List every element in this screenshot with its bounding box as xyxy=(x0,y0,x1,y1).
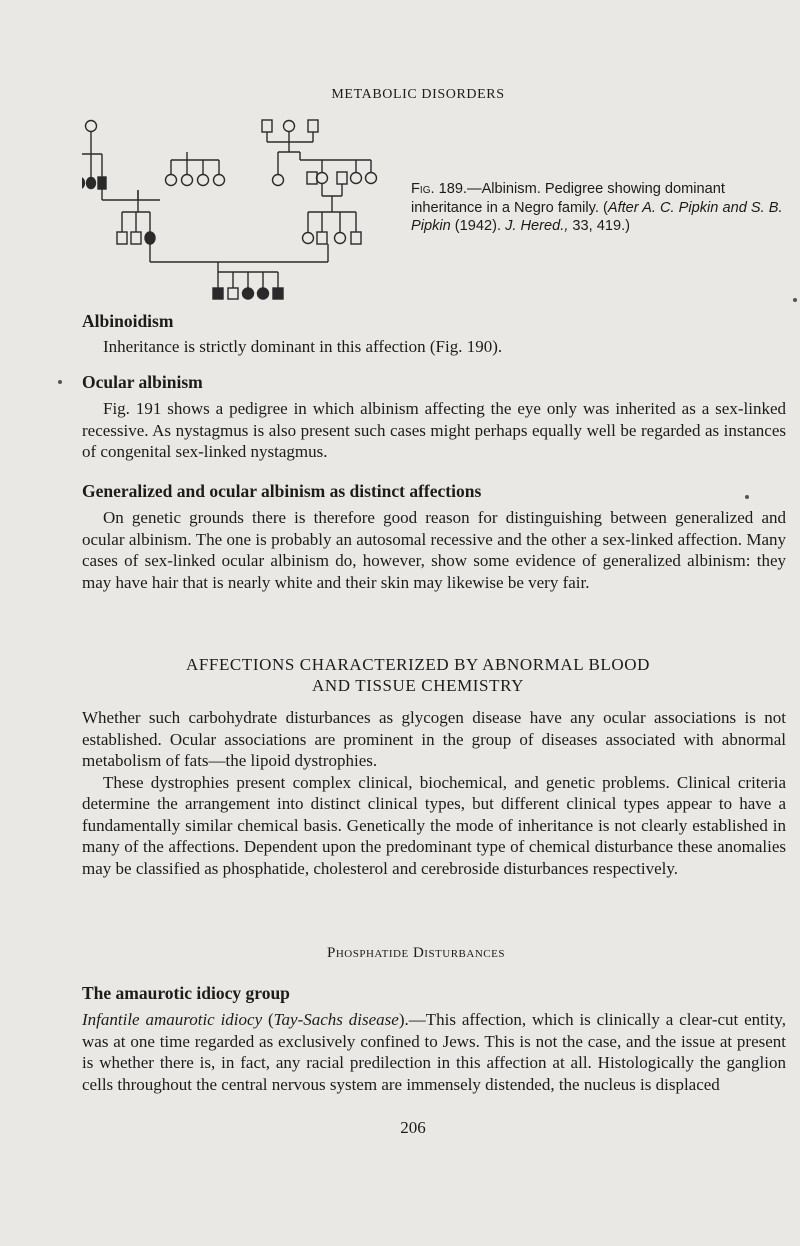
heading-albinoidism: Albinoidism xyxy=(82,311,174,331)
paragraph-tay-sachs xyxy=(82,1009,786,1095)
paragraph-text xyxy=(82,1009,786,1095)
paragraph-text: Whether such carbohydrate disturbances as glycogen disease have any ocular associations is not established. Ocular associations are prominent in the group of diseases associated with abnormal metabolism of fats—the lipoid dystrophies. xyxy=(82,708,786,770)
pedigree-female xyxy=(303,233,314,244)
heading-ocular-albinism: Ocular albinism xyxy=(82,372,203,392)
text-span: ).—This affection, which is clinically a clear-cut entity, was at one time regarded as exclusively confined to Jews. This is not the case, and the issue at present is whether there is, in fact, any racial predilection in this affection at all. Histologically the ganglion cells throughout the central nervous system are immensely distended, the nucleus is displaced xyxy=(82,1010,786,1094)
speck xyxy=(745,495,749,499)
pedigree-female xyxy=(284,121,295,132)
pedigree-male xyxy=(131,232,141,244)
heading-amaurotic-idiocy: The amaurotic idiocy group xyxy=(82,983,290,1003)
italic-term: Tay-Sachs disease xyxy=(273,1010,399,1029)
paragraph-text: Fig. 191 shows a pedigree in which albinism affecting the eye only was inherited as a sex-linked recessive. As nystagmus is also present such cases might perhaps equally well be regarded as instances of congenital sex-linked nystagmus. xyxy=(82,399,786,461)
pedigree-affected-male xyxy=(98,177,106,189)
paragraph-text: These dystrophies present complex clinical, biochemical, and genetic problems. Clinical criteria determine the arrangement into distinct clinical types, but different clinical types appear to have a fundamentally similar chemical basis. Genetically the mode of inheritance is not clearly established in many of the affections. Dependent upon the predominant type of chemical disturbance these anomalies may be classified as phosphatide, cholesterol and cerebroside disturbances respectively. xyxy=(82,772,786,878)
paragraph-ocular-albinism xyxy=(82,398,786,463)
pedigree-male xyxy=(117,232,127,244)
paragraph-albinoidism xyxy=(82,336,786,358)
caption-after: After A. C. Pipkin and S. B. Pipkin xyxy=(411,199,783,234)
pedigree-female xyxy=(273,175,284,186)
running-head: METABOLIC DISORDERS xyxy=(331,87,505,102)
speck xyxy=(793,298,797,302)
caption-journal: J. Hered., xyxy=(505,218,569,234)
subsection-title: Phosphatide Disturbances xyxy=(327,945,505,961)
figure-label: Fig. 189. xyxy=(411,181,467,197)
pedigree-male xyxy=(337,172,347,184)
paragraph-text: On genetic grounds there is therefore good reason for distinguishing between generalized and ocular albinism. The one is probably an autosomal recessive and the other a sex-linked affection. Many cases of sex-linked ocular albinism do, however, show some evidence of generalized albinism: they may have hair that is nearly white and their skin may likewise be very fair. xyxy=(82,508,786,592)
section-title-line: AND TISSUE CHEMISTRY xyxy=(312,676,524,695)
pedigree-male xyxy=(307,172,317,184)
section-title xyxy=(0,654,800,696)
pedigree-affected-female xyxy=(82,178,85,189)
pedigree-female xyxy=(351,173,362,184)
pedigree-affected-female xyxy=(145,232,155,244)
text-span: ( xyxy=(262,1010,274,1029)
pedigree-male xyxy=(351,232,361,244)
pedigree-female xyxy=(182,175,193,186)
caption-year: (1942). xyxy=(450,218,506,234)
pedigree-female xyxy=(86,121,97,132)
pedigree-affected-female xyxy=(243,288,254,299)
pedigree-female xyxy=(335,233,346,244)
pedigree-female xyxy=(317,173,328,184)
page-number: 206 xyxy=(400,1118,426,1137)
pedigree-affected-female xyxy=(258,288,269,299)
paragraph-section xyxy=(82,707,786,879)
italic-term: Infantile amaurotic idiocy xyxy=(82,1010,263,1029)
pedigree-male xyxy=(228,288,238,299)
figure-caption xyxy=(411,180,783,236)
caption-ref: 33, 419.) xyxy=(568,218,631,234)
pedigree-affected-male xyxy=(273,288,283,299)
paragraph-generalized xyxy=(82,507,786,593)
pedigree-female xyxy=(214,175,225,186)
heading-generalized-ocular: Generalized and ocular albinism as distinct affections xyxy=(82,481,482,501)
pedigree-diagram xyxy=(82,112,402,304)
pedigree-male xyxy=(262,120,272,132)
paragraph-text: Inheritance is strictly dominant in this affection (Fig. 190). xyxy=(103,337,503,356)
pedigree-female xyxy=(366,173,377,184)
caption-text: —Albinism. Pedigree showing dominant inheritance in a Negro family. ( xyxy=(411,181,725,216)
pedigree-affected-male xyxy=(213,288,223,299)
pedigree-male xyxy=(308,120,318,132)
speck xyxy=(58,380,62,384)
pedigree-male xyxy=(317,232,327,244)
section-title-line: AFFECTIONS CHARACTERIZED BY ABNORMAL BLOOD xyxy=(185,655,651,674)
pedigree-female xyxy=(166,175,177,186)
pedigree-affected-female xyxy=(87,178,96,189)
pedigree-female xyxy=(198,175,209,186)
